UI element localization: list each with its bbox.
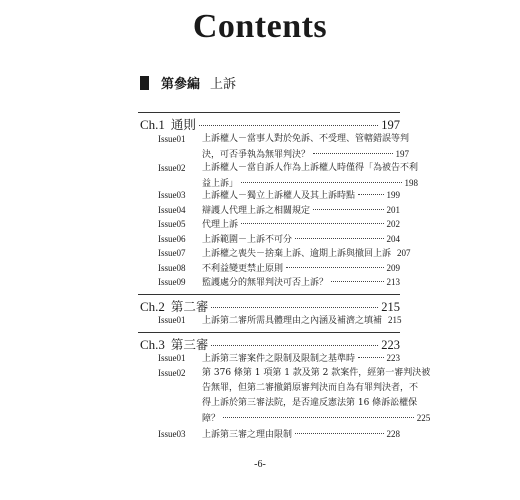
issue-page: 198 [404,178,419,188]
issue-title-line: 告無罪，但第二審撤銷原審判決而自為有罪判決者，不 [202,383,419,393]
part-name: 第參編 [161,77,201,92]
part-heading [140,73,236,92]
chapter-rule [138,112,400,113]
issue-id: Issue03 [158,190,186,200]
issue-id: Issue05 [158,219,186,229]
issue-entry[interactable] [158,313,400,329]
issue-id: Issue01 [158,134,186,144]
chapter-name: 第三審 [170,337,209,352]
issue-page: 215 [388,315,402,325]
issue-title-line: 上訴第三審之理由限制 [202,430,293,440]
heading-marker [140,76,149,90]
dot-leader [223,417,414,418]
issue-id: Issue01 [158,315,186,325]
issue-entry[interactable] [158,217,400,233]
issue-id: Issue01 [158,353,186,363]
issue-id: Issue08 [158,263,186,273]
issue-title-line: 監護處分的無罪判決可否上訴？ [202,278,329,288]
chapter-label: Ch.2 [140,299,165,314]
issue-title-line: 障？ [202,414,221,424]
chapter-page: 197 [381,118,400,132]
issue-id: Issue06 [158,234,186,244]
issue-title-line: 上訴權人－當自訴人作為上訴權人時僅得「為被告不利 [202,163,419,173]
chapter-rule [138,294,400,295]
dot-leader [313,209,383,210]
issue-title-line: 得上訴於第三審法院，是否違反憲法第 16 條訴訟權保 [202,398,418,408]
issue-title-line: 益上訴」 [202,179,239,189]
issue-page: 223 [386,353,400,363]
issue-title-line: 上訴權之喪失－捨棄上訴、逾期上訴與撤回上訴 [202,249,392,259]
issue-page: 202 [386,219,400,229]
issue-entry[interactable] [158,246,411,262]
issue-page: 197 [395,149,410,159]
issue-title-line: 辯護人代理上訴之相關規定 [202,206,311,216]
chapter-rule [138,332,400,333]
dot-leader [331,281,383,282]
issue-entry[interactable] [158,351,400,367]
dot-leader [241,182,402,183]
chapter-page: 215 [381,300,400,314]
chapter-name: 第二審 [170,299,209,314]
dot-leader [286,267,383,268]
dot-leader [211,307,378,308]
issue-page: 199 [386,190,400,200]
issue-page: 228 [386,429,400,439]
issue-id: Issue09 [158,277,186,287]
issue-title-line: 上訴第三審案件之限制及限制之基準時 [202,354,356,364]
issue-page: 213 [386,277,400,287]
issue-entry[interactable] [158,188,400,204]
issue-id: Issue07 [158,248,186,258]
issue-page: 204 [386,234,400,244]
issue-page: 225 [416,413,431,423]
issue-title-line: 上訴權人－當事人對於免訴、不受理、管轄錯誤等判 [202,134,410,144]
chapter-name: 通則 [170,117,196,132]
issue-title-line: 決，可否爭執為無罪判決？ [202,150,311,160]
issue-title-line: 第 376 條第 1 項第 1 款及第 2 款案件，經第一審判決被 [202,368,431,378]
issue-title-line: 上訴範圍－上訴不可分 [202,235,293,245]
issue-title-line: 不利益變更禁止原則 [202,264,284,274]
page-number: -6- [254,459,266,470]
dot-leader [295,433,383,434]
dot-leader [295,238,383,239]
chapter-label: Ch.3 [140,337,165,352]
chapter-page: 223 [381,338,400,352]
issue-entry[interactable] [158,132,410,163]
issue-id: Issue02 [158,368,186,378]
dot-leader [199,125,378,126]
chapter-entry-1[interactable] [140,115,400,133]
page-title: Contents [192,8,328,45]
issue-title-line: 上訴第二審所需具體理由之內涵及補濟之填補 [202,316,383,326]
issue-page: 207 [397,248,411,258]
issue-page: 209 [386,263,400,273]
issue-id: Issue03 [158,429,186,439]
issue-title-line: 上訴權人－獨立上訴權人及其上訴時點 [202,191,356,201]
issue-id: Issue02 [158,163,186,173]
part-subtitle: 上訴 [210,77,237,92]
chapter-label: Ch.1 [140,117,165,132]
dot-leader [358,194,383,195]
issue-title-line: 代理上訴 [202,220,239,230]
dot-leader [313,153,393,154]
issue-entry[interactable] [158,427,400,443]
dot-leader [211,345,378,346]
issue-entry[interactable] [158,275,400,291]
issue-entry[interactable] [158,366,431,427]
dot-leader [358,357,383,358]
issue-id: Issue04 [158,205,186,215]
dot-leader [241,223,383,224]
issue-page: 201 [386,205,400,215]
